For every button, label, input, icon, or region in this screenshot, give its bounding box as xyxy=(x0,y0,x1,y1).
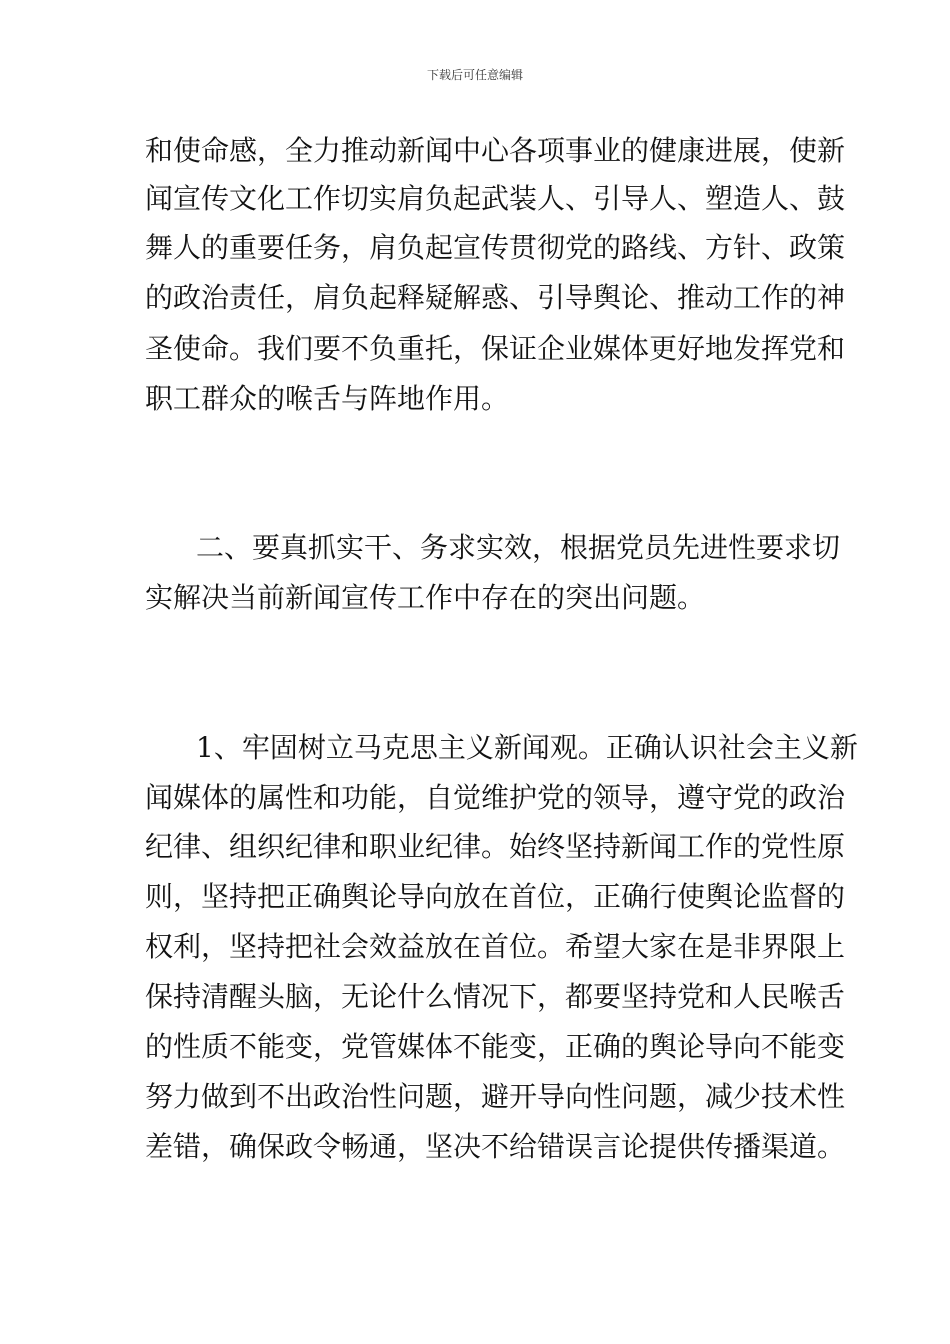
text-line: 闻媒体的属性和功能，自觉维护党的领导，遵守党的政治 xyxy=(145,781,846,814)
page-header-note: 下载后可任意编辑 xyxy=(426,68,523,82)
text-line: 职工群众的喉舌与阵地作用。 xyxy=(145,382,510,415)
text-line: 和使命感，全力推动新闻中心各项事业的健康进展，使新 xyxy=(145,134,846,167)
text-line: 实解决当前新闻宣传工作中存在的突出问题。 xyxy=(145,581,706,614)
text-line: 二、要真抓实干、务求实效，根据党员先进性要求切 xyxy=(196,531,841,564)
text-line: 的政治责任，肩负起释疑解惑、引导舆论、推动工作的神 xyxy=(145,281,846,314)
text-line: 纪律、组织纪律和职业纪律。始终坚持新闻工作的党性原 xyxy=(145,830,846,863)
text-line: 闻宣传文化工作切实肩负起武装人、引导人、塑造人、鼓 xyxy=(145,182,846,215)
text-line: 保持清醒头脑，无论什么情况下，都要坚持党和人民喉舌 xyxy=(145,980,846,1013)
text-line: 则，坚持把正确舆论导向放在首位，正确行使舆论监督的 xyxy=(145,880,846,913)
text-line: 圣使命。我们要不负重托，保证企业媒体更好地发挥党和 xyxy=(145,332,846,365)
text-line: 的性质不能变，党管媒体不能变，正确的舆论导向不能变 xyxy=(145,1030,846,1063)
text-line: 努力做到不出政治性问题，避开导向性问题，减少技术性 xyxy=(145,1080,846,1113)
text-line: 舞人的重要任务，肩负起宣传贯彻党的路线、方针、政策 xyxy=(145,231,846,264)
text-line: 差错，确保政令畅通，坚决不给错误言论提供传播渠道。 xyxy=(145,1130,846,1163)
text-line: 权利，坚持把社会效益放在首位。希望大家在是非界限上 xyxy=(145,930,846,963)
text-line: 1、牢固树立马克思主义新闻观。正确认识社会主义新 xyxy=(196,731,858,764)
